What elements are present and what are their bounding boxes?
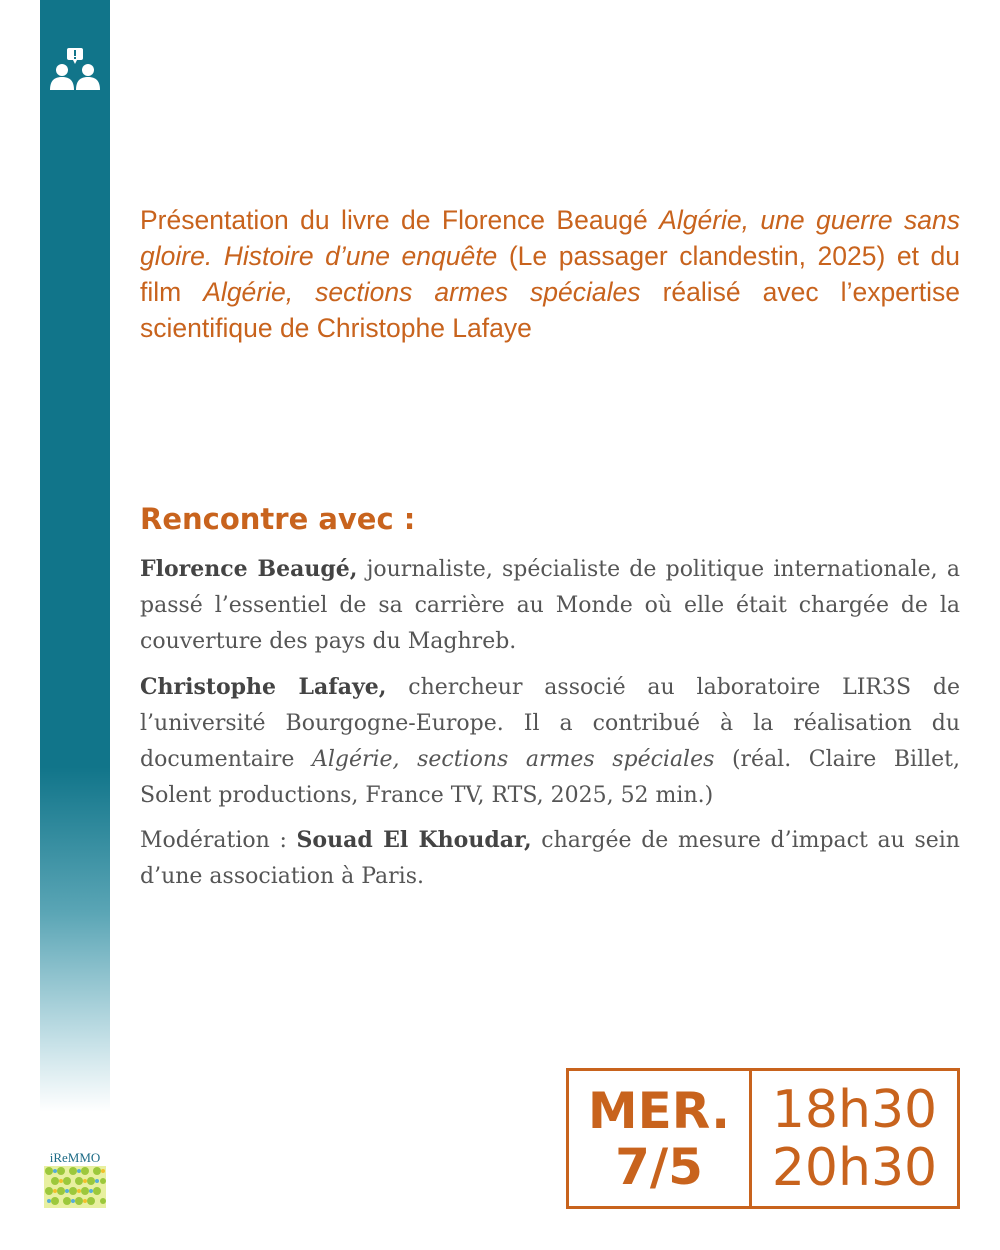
moderator-label: Modération : (140, 828, 297, 853)
category-label: CONTROVERSE (119, 528, 149, 740)
speaker-name: Florence Beaugé, (140, 556, 358, 582)
end-time: 20h30 (771, 1137, 938, 1198)
meeting-heading: Rencontre avec : (140, 502, 416, 536)
intro-text-2: (Le passager clandestin, 2025) et du film (140, 241, 960, 307)
logo-text: iReMMO (49, 1150, 101, 1165)
speaker-bio-lafaye (140, 669, 960, 814)
iremmo-logo (42, 1150, 108, 1210)
moderator-description: chargée de mesure d’impact au sein d’une association à Paris. (140, 828, 960, 889)
speaker-description-end: (réal. Claire Billet, Solent productions, France TV, RTS, 2025, 52 min.) (140, 747, 960, 808)
category-sidebar (40, 0, 149, 1112)
discussion-icon (48, 46, 102, 96)
speaker-name: Christophe Lafaye, (140, 674, 387, 700)
intro-text-1: Présentation du livre de Florence Beaugé (140, 205, 660, 235)
event-times (752, 1071, 957, 1206)
moderator-bio (140, 822, 960, 895)
start-time: 18h30 (771, 1079, 938, 1140)
moderator-name: Souad El Khoudar, (296, 827, 532, 853)
documentary-title: Algérie, sections armes spéciales (311, 747, 715, 772)
speaker-description: journaliste, spécialiste de politique internationale, a passé l’essentiel de sa carrière au Monde où elle était chargée de la couverture des pays du Maghreb. (140, 557, 960, 654)
event-weekday: MER. (587, 1081, 731, 1140)
speaker-description: chercheur associé au laboratoire LIR3S de l’université Bourgogne-Europe. Il a contribué à la réalisation du documentaire (140, 675, 960, 772)
event-date (569, 1071, 752, 1206)
event-date-box (566, 1068, 960, 1209)
event-day-month: 7/5 (615, 1137, 703, 1196)
event-description (140, 202, 960, 346)
intro-text-3: réalisé avec l’expertise scientifique de Christophe Lafaye (140, 277, 960, 343)
logo-pattern-icon (44, 1166, 106, 1208)
film-title: Algérie, sections armes spéciales (203, 277, 641, 307)
speaker-bio-beauge (140, 551, 960, 660)
book-title: Algérie, une guerre sans gloire. Histoire d’une enquête (140, 205, 960, 271)
